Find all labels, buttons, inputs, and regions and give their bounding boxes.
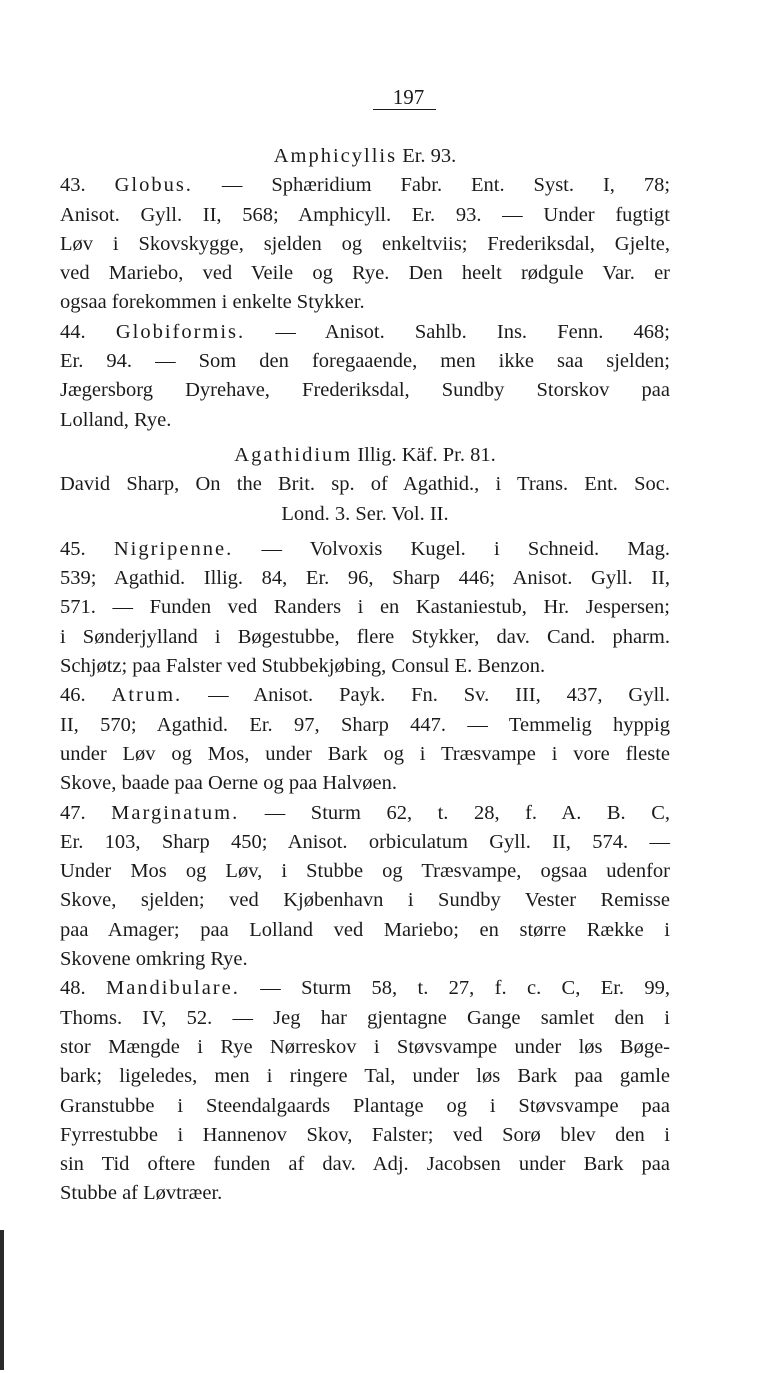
entry-number: 43.	[60, 174, 86, 197]
entry-text: Under Mos og Løv, i Stubbe og Træsvampe, ogsaa udenfor	[60, 860, 670, 883]
entry-text: — Sturm 58, t. 27, f. c. C, Er. 99,	[260, 977, 671, 1000]
entry-text: Løv i Skovskygge, sjelden og enkeltviis; Frederiksdal, Gjelte,	[60, 232, 670, 255]
species-name: Marginatum.	[111, 801, 240, 824]
genus-heading-amphicyllis	[60, 142, 670, 171]
genus-reference: Illig. Käf. Pr. 81.	[357, 443, 496, 466]
entry-text: sin Tid oftere funden af dav. Adj. Jacobsen under Bark paa	[60, 1153, 670, 1176]
entry-text: under Løv og Mos, under Bark og i Træsvampe i vore fleste	[60, 742, 670, 765]
genus-heading-agathidium	[60, 441, 670, 470]
species-entry-45	[60, 535, 670, 681]
species-name: Nigripenne.	[113, 537, 234, 560]
species-name: Atrum.	[111, 684, 183, 707]
species-entry-43	[60, 171, 670, 317]
genus-reference: Er. 93.	[402, 145, 457, 167]
entry-text: Skove, baade paa Oerne og paa Halvøen.	[60, 772, 397, 795]
entry-text: 571. — Funden ved Randers i en Kastaniestub, Hr. Jespersen;	[60, 596, 670, 619]
entry-text: stor Mængde i Rye Nørreskov i Støvsvampe under løs Bøge-	[60, 1035, 670, 1058]
species-entry-46	[60, 681, 670, 798]
genus-name: Agathidium	[234, 443, 353, 466]
entry-text: ved Mariebo, ved Veile og Rye. Den heelt rødgule Var. er	[60, 262, 670, 285]
entry-number: 45.	[60, 537, 86, 560]
scan-edge-mark	[0, 1230, 4, 1370]
entry-text: 539; Agathid. Illig. 84, Er. 96, Sharp 446; Anisot. Gyll. II,	[60, 567, 670, 590]
entry-number: 48.	[60, 977, 86, 1000]
entry-text: II, 570; Agathid. Er. 97, Sharp 447. — Temmelig hyppig	[60, 713, 670, 736]
entry-text: — Anisot. Sahlb. Ins. Fenn. 468;	[275, 320, 670, 343]
entry-number: 47.	[60, 801, 86, 824]
genus-name: Amphicyllis	[273, 145, 398, 167]
entry-text: Schjøtz; paa Falster ved Stubbekjøbing, Consul E. Benzon.	[60, 655, 546, 678]
entry-text: Skove, sjelden; ved Kjøbenhavn i Sundby Vester Remisse	[60, 889, 670, 912]
entry-text: bark; ligeledes, men i ringere Tal, under løs Bark paa gamle	[60, 1065, 670, 1088]
entry-number: 44.	[60, 320, 86, 343]
entry-text: i Sønderjylland i Bøgestubbe, flere Stykker, dav. Cand. pharm.	[60, 625, 670, 648]
literature-reference: Lond. 3. Ser. Vol. II.	[281, 502, 449, 525]
entry-text: Jægersborg Dyrehave, Frederiksdal, Sundby Storskov paa	[60, 379, 670, 402]
species-entry-48	[60, 974, 670, 1208]
entry-text: Fyrrestubbe i Hannenov Skov, Falster; ved Sorø blev den i	[60, 1123, 670, 1146]
entry-text: Granstubbe i Steendalgaards Plantage og i Støvsvampe paa	[60, 1094, 670, 1117]
page-body	[60, 142, 670, 1209]
entry-text: Er. 103, Sharp 450; Anisot. orbiculatum Gyll. II, 574. —	[60, 830, 670, 853]
entry-text: paa Amager; paa Lolland ved Mariebo; en større Række i	[60, 918, 670, 941]
entry-text: — Sphæridium Fabr. Ent. Syst. I, 78;	[221, 174, 671, 197]
species-name: Globus.	[114, 174, 193, 197]
entry-text: — Volvoxis Kugel. i Schneid. Mag.	[261, 537, 671, 560]
entry-text: ogsaa forekommen i enkelte Stykker.	[60, 291, 365, 314]
entry-text: Stubbe af Løvtræer.	[60, 1182, 223, 1205]
entry-text: Skovene omkring Rye.	[60, 948, 248, 971]
species-name: Globiformis.	[115, 320, 246, 343]
entry-number: 46.	[60, 684, 86, 707]
entry-text: Er. 94. — Som den foregaaende, men ikke saa sjelden;	[60, 350, 670, 373]
literature-reference: David Sharp, On the Brit. sp. of Agathid., i Trans. Ent. Soc.	[60, 473, 670, 496]
entry-text: Thoms. IV, 52. — Jeg har gjentagne Gange samlet den i	[60, 1006, 670, 1029]
species-name: Mandibulare.	[105, 977, 240, 1000]
page-number: 197	[0, 85, 779, 110]
entry-text: — Anisot. Payk. Fn. Sv. III, 437, Gyll.	[208, 684, 670, 707]
species-entry-47	[60, 799, 670, 975]
entry-text: Anisot. Gyll. II, 568; Amphicyll. Er. 93. — Under fugtigt	[60, 203, 670, 226]
entry-text: Lolland, Rye.	[60, 408, 172, 431]
entry-text: — Sturm 62, t. 28, f. A. B. C,	[264, 801, 671, 824]
species-entry-44	[60, 318, 670, 435]
